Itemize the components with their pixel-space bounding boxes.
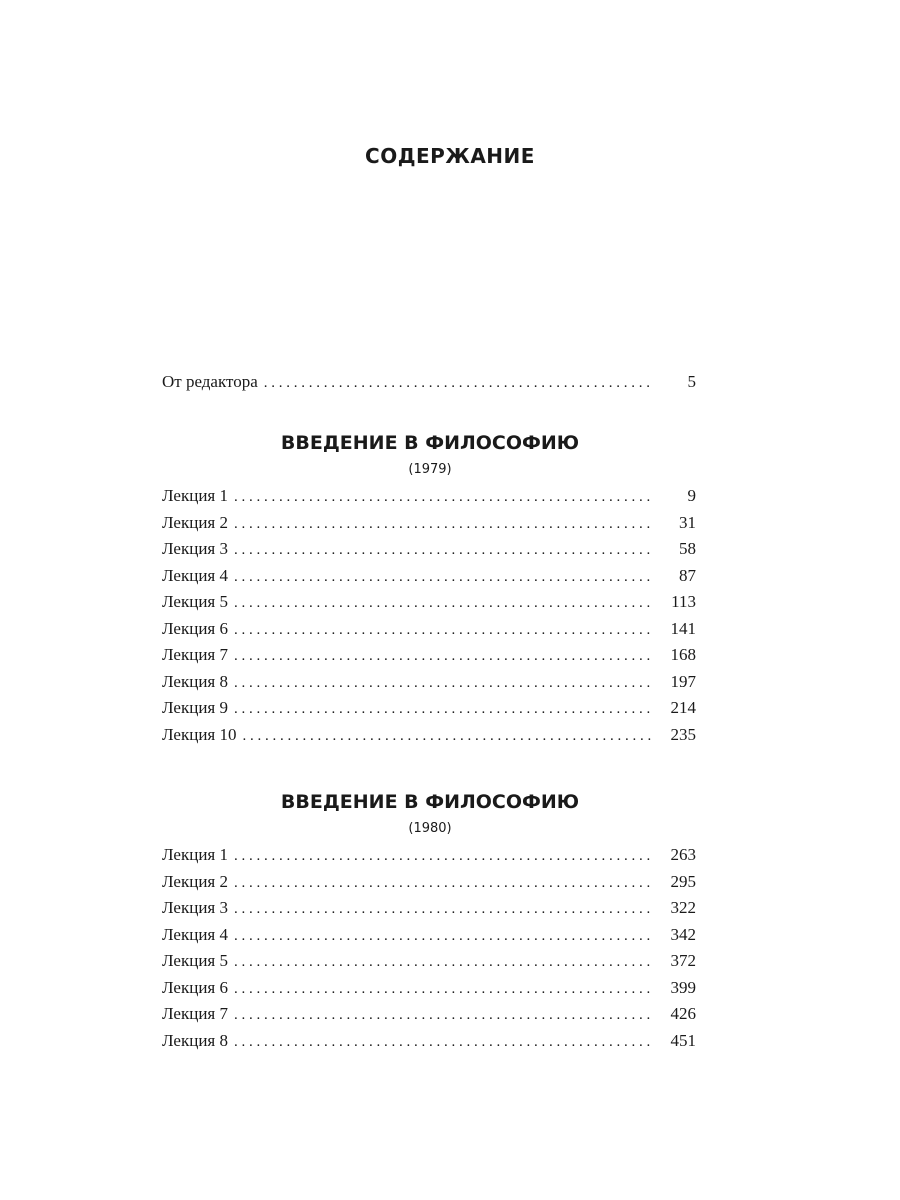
toc-entry[interactable] [162, 949, 696, 973]
toc-entry[interactable] [162, 870, 696, 894]
section-title-1979: ВВЕДЕНИЕ В ФИЛОСОФИЮ [280, 432, 580, 454]
toc-entry-page: 322 [670, 898, 696, 917]
toc-entry[interactable] [162, 484, 696, 508]
dot-leader [234, 565, 652, 589]
dot-leader [234, 897, 652, 921]
toc-entry-page: 5 [687, 372, 696, 391]
dot-leader [234, 1030, 652, 1054]
toc-entry-editor-note[interactable] [162, 370, 696, 394]
toc-entry[interactable] [162, 537, 696, 561]
toc-entry[interactable] [162, 843, 696, 867]
dot-leader [234, 618, 652, 642]
toc-entry-label: Лекция 7 [162, 1004, 228, 1023]
toc-entry-page: 342 [670, 924, 696, 944]
toc-entry[interactable] [162, 723, 696, 747]
toc-entry[interactable] [162, 1029, 696, 1053]
toc-entry-label: Лекция 9 [162, 698, 228, 717]
toc-entry-label: От редактора [162, 372, 258, 391]
toc-entry-label: Лекция 7 [162, 645, 228, 664]
dot-leader [234, 977, 652, 1001]
dot-leader [234, 644, 652, 668]
section-year-1980: (1980) [408, 821, 452, 836]
toc-entry-page: 295 [670, 871, 696, 891]
toc-entry-label: Лекция 8 [162, 671, 228, 691]
toc-entry-label: Лекция 2 [162, 512, 228, 532]
dot-leader [234, 671, 652, 695]
dot-leader [234, 844, 652, 868]
dot-leader [234, 485, 652, 509]
toc-entry[interactable] [162, 564, 696, 588]
toc-entry-page: 235 [670, 724, 696, 744]
page-title: СОДЕРЖАНИЕ [365, 144, 535, 168]
toc-entry-page: 141 [670, 618, 696, 638]
dot-leader [234, 871, 652, 895]
toc-entry[interactable] [162, 923, 696, 947]
toc-entry-label: Лекция 5 [162, 951, 228, 970]
toc-entry[interactable] [162, 976, 696, 1000]
toc-entry[interactable] [162, 670, 696, 694]
toc-entry[interactable] [162, 696, 696, 720]
dot-leader [234, 950, 652, 974]
toc-entry-page: 399 [670, 977, 696, 997]
toc-entry-page: 263 [670, 845, 696, 864]
toc-entry[interactable] [162, 511, 696, 535]
toc-entry-page: 168 [670, 645, 696, 664]
toc-entry-label: Лекция 3 [162, 898, 228, 917]
toc-entry-label: Лекция 1 [162, 486, 228, 505]
toc-entry-page: 451 [670, 1030, 696, 1050]
toc-entry-page: 214 [670, 698, 696, 717]
toc-entry-label: Лекция 3 [162, 539, 228, 558]
toc-entry-page: 31 [679, 512, 696, 532]
toc-entry[interactable] [162, 1002, 696, 1026]
toc-entry-label: Лекция 6 [162, 618, 228, 638]
dot-leader [234, 1003, 652, 1027]
dot-leader [234, 538, 652, 562]
toc-entry-label: Лекция 2 [162, 871, 228, 891]
toc-entry-label: Лекция 10 [162, 724, 237, 744]
toc-entry-page: 426 [670, 1004, 696, 1023]
toc-entry-page: 113 [671, 592, 696, 611]
dot-leader [242, 724, 652, 748]
toc-entry-page: 9 [687, 486, 696, 505]
dot-leader [234, 512, 652, 536]
toc-entry-label: Лекция 5 [162, 592, 228, 611]
toc-entry-label: Лекция 4 [162, 924, 228, 944]
toc-entry[interactable] [162, 590, 696, 614]
dot-leader [234, 924, 652, 948]
section-title-1980: ВВЕДЕНИЕ В ФИЛОСОФИЮ [280, 791, 580, 813]
toc-entry-page: 197 [670, 671, 696, 691]
dot-leader [234, 591, 652, 615]
toc-entry-page: 58 [679, 539, 696, 558]
toc-entry-page: 372 [670, 951, 696, 970]
section-year-1979: (1979) [408, 462, 452, 477]
dot-leader [264, 371, 652, 395]
toc-entry-label: Лекция 4 [162, 565, 228, 585]
toc-entry[interactable] [162, 896, 696, 920]
toc-entry-label: Лекция 6 [162, 977, 228, 997]
toc-entry-page: 87 [679, 565, 696, 585]
dot-leader [234, 697, 652, 721]
toc-entry[interactable] [162, 617, 696, 641]
toc-entry-label: Лекция 8 [162, 1030, 228, 1050]
toc-entry-label: Лекция 1 [162, 845, 228, 864]
toc-entry[interactable] [162, 643, 696, 667]
